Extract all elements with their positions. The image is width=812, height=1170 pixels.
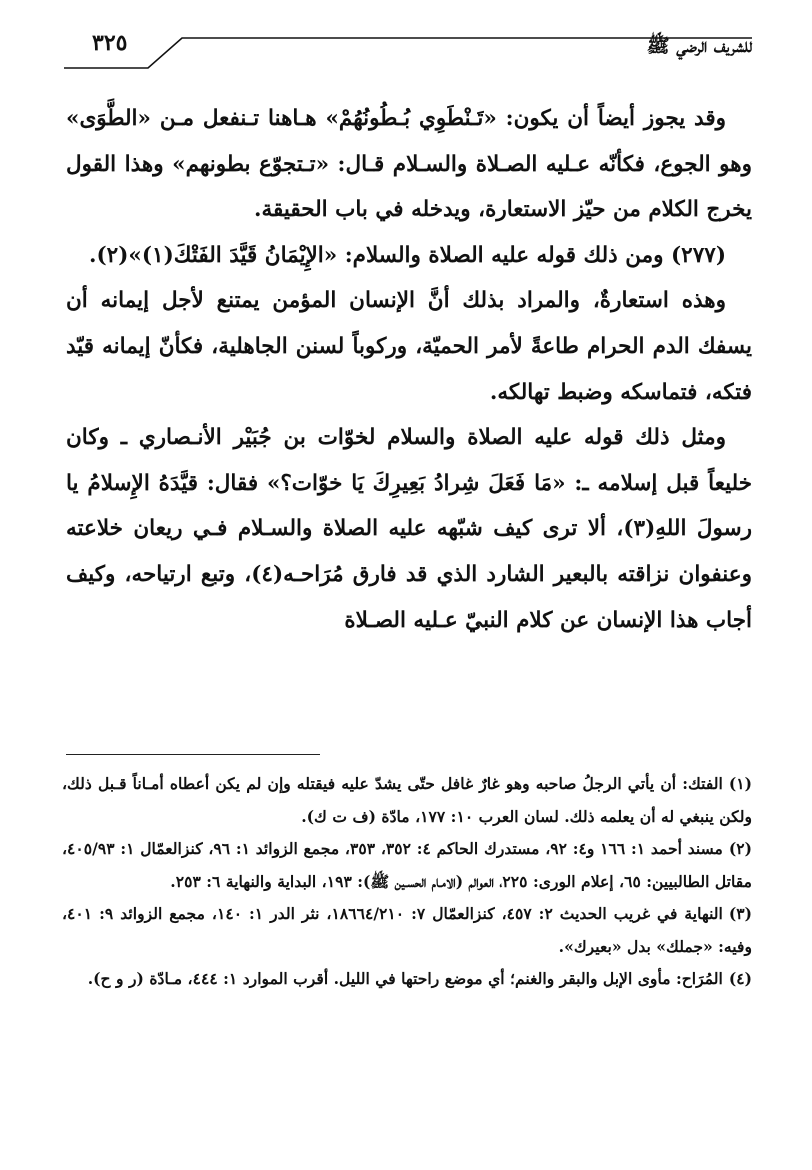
- running-title: للشريف الرضي ﷺ: [646, 35, 752, 57]
- footnote-number: (١): [728, 774, 752, 793]
- footnote: [62, 833, 752, 898]
- footnote-number: (٤): [728, 969, 752, 988]
- paragraph: (٢٧٧) ومن ذلك قوله عليه الصلاة والسلام: «الإِيْمَانُ قَيَّدَ الفَتْكَ(١)»(٢).: [89, 242, 726, 268]
- paragraph: وقد يجوز أيضاً أن يكون: «تَـنْطَوِي بُـطُونُهُمْ» هـاهنا تـنفعل مـن «الطَّوَى» وهو الجوع، فكأنّه عـليه الصـلاة والسـلام قـال: «تـتجوّع بطونهم» وهذا القول يخرج الكلام من حيّز الاستعارة، ويدخله في باب الحقيقة.: [66, 106, 752, 223]
- paragraph: وهذه استعارةٌ، والمراد بذلك أنَّ الإنسان المؤمن يمتنع لأجل إيمانه أن يسفك الدم الحرام طاعةً لأمر الحميّة، وركوباً لسنن الجاهلية، فكأنّ إيمانه قيّد فتكه، فتماسكه وضبط تهالكه.: [66, 288, 752, 405]
- footnotes: [62, 768, 752, 996]
- footnote-number: (٣): [728, 904, 753, 923]
- footnote-text: مسند أحمد ١: ١٦٦ و٤: ٩٢، مستدرك الحاكم ٤: ٣٥٢، ٣٥٣، مجمع الزوائد ١: ٩٦، كنزالعمّال ١: ٤٠٥/٩٣، مقاتل الطالبيين: ٦٥، إعلام الورى: ٢٢٥، العوالم (الامـام الحسـين ﷺ): ١٩٣، البداية والنهاية ٦: ٢٥٣.: [62, 839, 752, 891]
- footnote-number: (٢): [728, 839, 753, 858]
- page-number: ٣٢٥: [92, 30, 128, 56]
- footnote: [62, 768, 752, 833]
- footnote: [62, 898, 752, 963]
- footnote-separator: [66, 754, 320, 755]
- running-header: [64, 22, 752, 72]
- footnote-text: النهاية في غريب الحديث ٢: ٤٥٧، كنزالعمّال ٧: ١٨٦٦٤/٢١٠، نثر الدر ١: ١٤٠، مجمع الزوائد ٩: ٤٠١، وفيه: «جملك» بدل «بعيرك».: [62, 904, 752, 956]
- footnote: [62, 963, 752, 996]
- paragraph: ومثل ذلك قوله عليه الصلاة والسلام لخوّات بن جُبَيْر الأنـصاري ـ وكان خليعاً قبل إسلامه ـ: «مَا فَعَلَ شِرادُ بَعِيرِكَ يَا خوّات؟» فقال: قيَّدَهُ الإِسلامُ يا رسولَ اللهِ(٣)، ألا ترى كيف شبّهه عليه الصلاة والسـلام فـي ريعان خلاعته وعنفوان نزاقته بالبعير الشارد الذي قد فارق مُرَاحـه(٤)، وتبع ارتياحه، وكيف أجاب هذا الإنسان عن كلام النبيّ عـليه الصـلاة: [66, 425, 753, 633]
- main-text: [66, 96, 752, 643]
- footnote-text: الفتك: أن يأتي الرجلُ صاحبه وهو غارٌ غافل حتّى يشدّ عليه فيقتله وإن لم يكن أعطاه أمـاناً قـبل ذلك، ولكن ينبغي له أن يعلمه ذلك. لسان العرب ١٠: ١٧٧، مادّة (ف ت ك).: [62, 774, 752, 826]
- footnote-text: المُرَاح: مأوى الإبل والبقر والغنم؛ أي موضع راحتها في الليل. أقرب الموارد ١: ٤٤٤، مـادّة (ر و ح).: [87, 969, 723, 988]
